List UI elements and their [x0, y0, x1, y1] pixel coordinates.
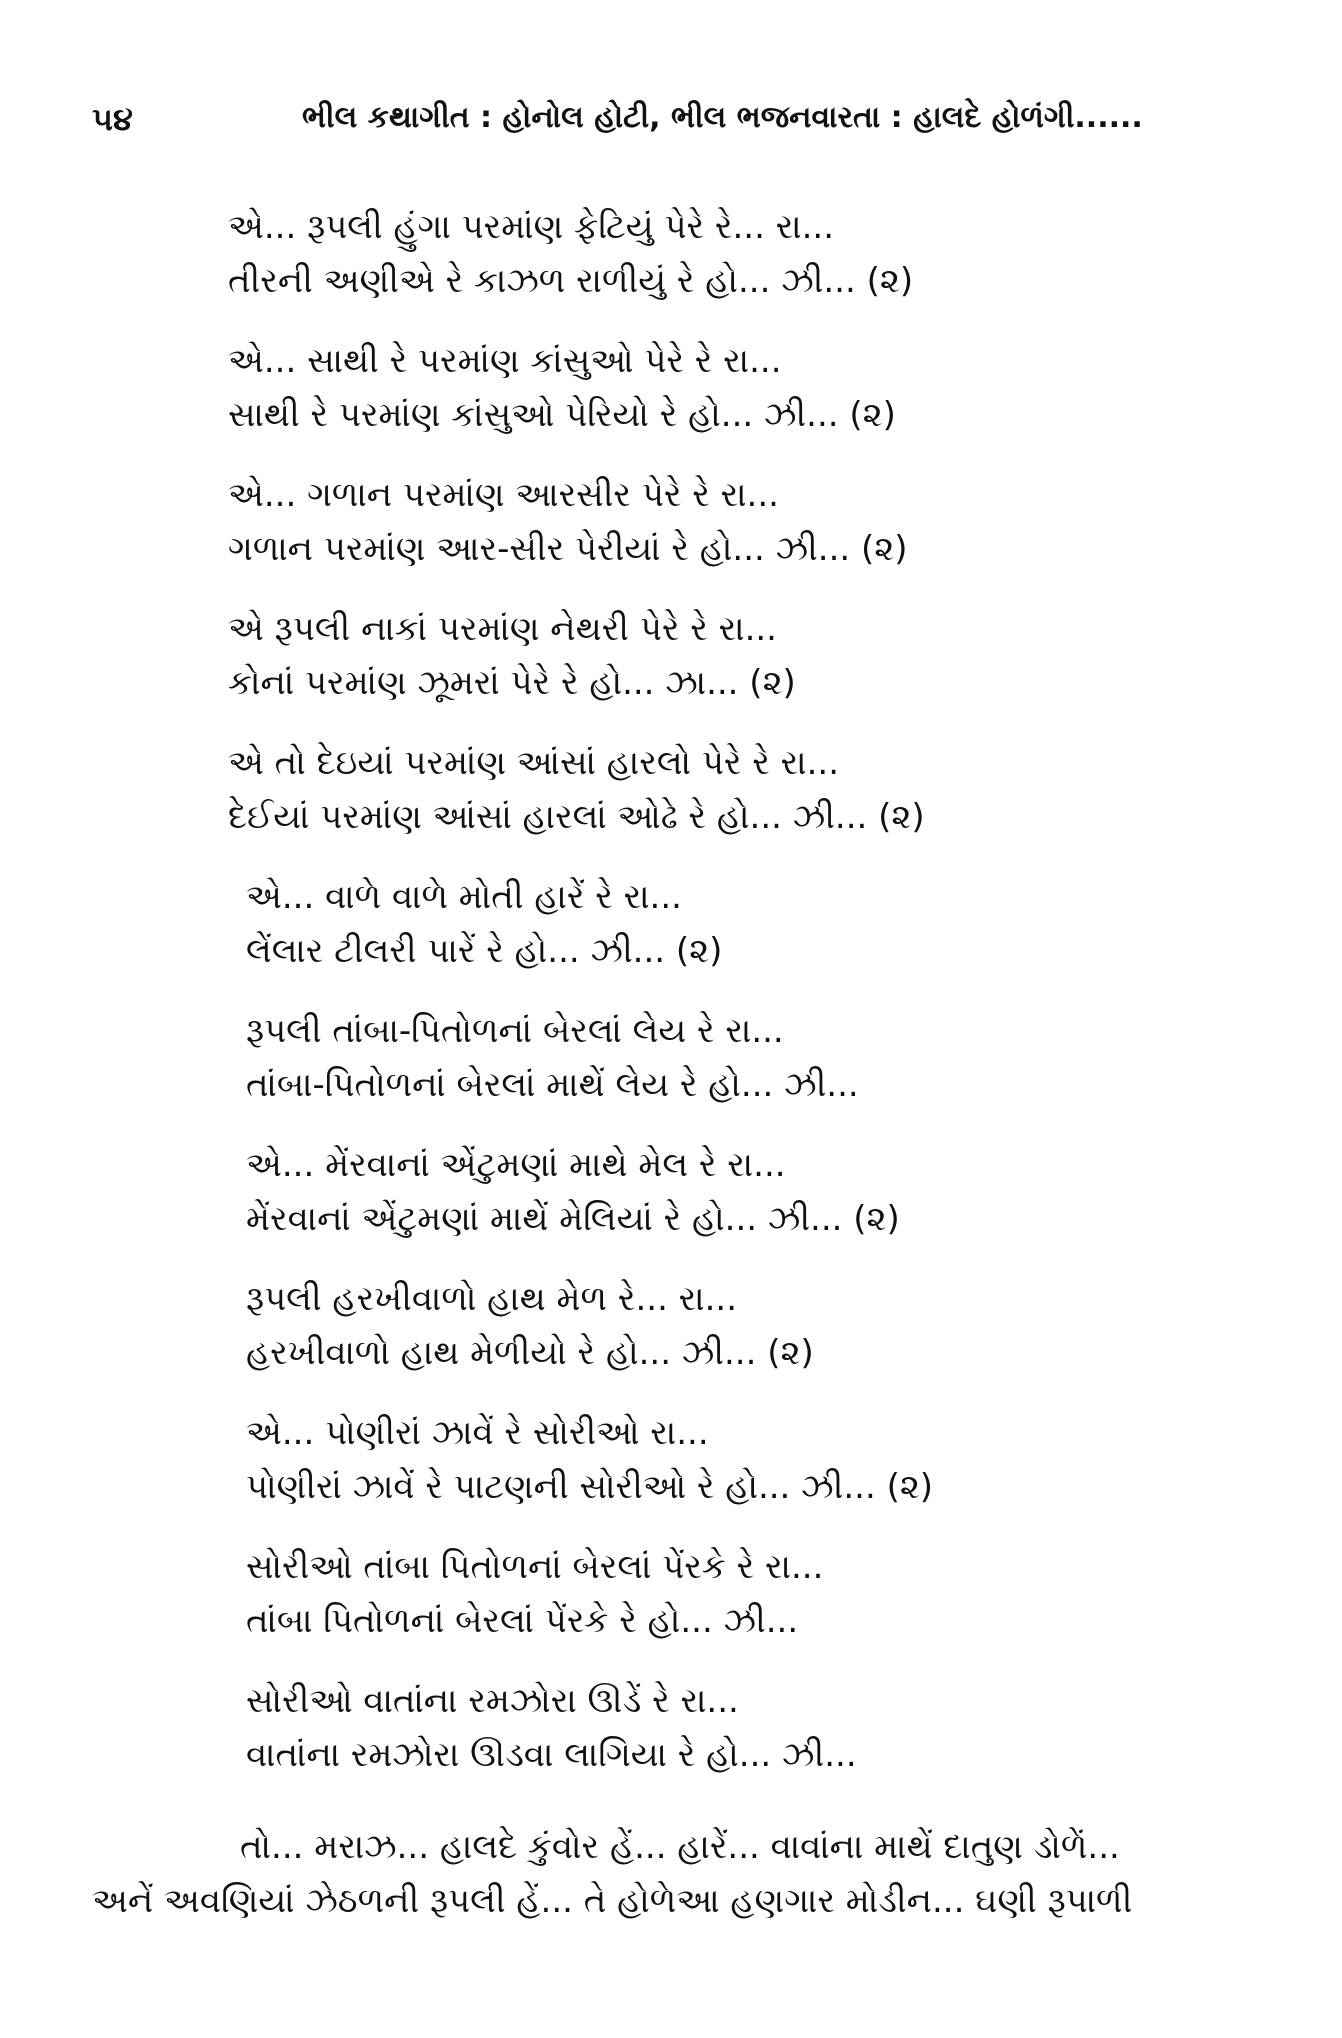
- verse-line: સોરીઓ વાતાંના રમઝોરા ઊડેં રે રા...: [246, 1681, 739, 1721]
- stanza-7: [246, 1004, 1248, 1112]
- prose-line: તો... મરાઝ... હાલદે કુંવોર હેં... હારેં... વાવાંના માથેં દાતુણ ડોળેં...: [240, 1827, 1120, 1867]
- verse-line: રૂપલી હરખીવાળો હાથ મેળ રે... રા...: [246, 1279, 738, 1319]
- verse-line: મેંરવાનાં એંટુમણાં માથેં મેલિયાં રે હો... ઝી... (૨): [246, 1199, 900, 1239]
- verse-line: તાંબા પિતોળનાં બેરલાં પેંરકે રે હો... ઝી...: [246, 1601, 799, 1641]
- verse-line: રૂપલી તાંબા-પિતોળનાં બેરલાં લેય રે રા...: [246, 1011, 784, 1051]
- verse-line: એ... સાથી રે પરમાંણ કાંસુઓ પેરે રે રા...: [228, 341, 782, 381]
- prose-paragraph: [92, 1820, 1272, 1928]
- verse-line: વાતાંના રમઝોરા ઊડવા લાગિયા રે હો... ઝી...: [246, 1735, 857, 1775]
- stanza-11: [246, 1540, 1248, 1648]
- verse-line: એ રૂપલી નાકાં પરમાંણ નેથરી પેરે રે રા...: [228, 609, 777, 649]
- verse-line: એ... વાળે વાળે મોતી હારેં રે રા...: [246, 877, 682, 917]
- verse-line: સોરીઓ તાંબા પિતોળનાં બેરલાં પેંરકે રે રા...: [246, 1547, 824, 1587]
- verse-line: પોણીરાં ઝાવેં રે પાટણની સોરીઓ રે હો... ઝી... (૨): [246, 1467, 934, 1507]
- verse-line: એ... ગળાન પરમાંણ આરસીર પેરે રે રા...: [228, 475, 779, 515]
- verse-line: લેંલાર ટીલરી પારેં રે હો... ઝી... (૨): [246, 931, 723, 971]
- stanza-1: [228, 200, 1248, 308]
- stanza-2: [228, 334, 1248, 442]
- stanza-4: [228, 602, 1248, 710]
- verse-line: તીરની અણીએ રે કાઝળ રાળીયું રે હો... ઝી... (૨): [228, 261, 914, 301]
- stanza-6: [246, 870, 1248, 978]
- page-number: ૫૪: [92, 100, 133, 138]
- verse-line: એ... પોણીરાં ઝાવેં રે સોરીઓ રા...: [246, 1413, 709, 1453]
- prose-line: અનેં અવણિયાં ઝેઠળની રૂપલી હેં... તે હોળેઆ હણગાર મોડીન... ઘણી રૂપાળી: [92, 1881, 1133, 1921]
- stanza-10: [246, 1406, 1248, 1514]
- stanza-9: [246, 1272, 1248, 1380]
- stanza-5: [228, 736, 1248, 844]
- page-header: [92, 100, 1272, 160]
- stanza-3: [228, 468, 1248, 576]
- verse-line: હરખીવાળો હાથ મેળીયો રે હો... ઝી... (૨): [246, 1333, 814, 1373]
- verse-line: એ... મેંરવાનાં એંટુમણાં માથે મેલ રે રા...: [246, 1145, 786, 1185]
- verse-line: એ... રૂપલી હુંગા પરમાંણ ફેટિયું પેરે રે... રા...: [228, 207, 835, 247]
- song-verses: [228, 200, 1248, 1808]
- verse-line: એ તો દેઇયાં પરમાંણ આંસાં હારલો પેરે રે રા...: [228, 743, 839, 783]
- stanza-8: [246, 1138, 1248, 1246]
- stanza-12: [246, 1674, 1248, 1782]
- verse-line: તાંબા-પિતોળનાં બેરલાં માથેં લેય રે હો... ઝી...: [246, 1065, 859, 1105]
- verse-line: દેઈયાં પરમાંણ આંસાં હારલાં ઓઢે રે હો... ઝી... (૨): [228, 797, 925, 837]
- verse-line: સાથી રે પરમાંણ કાંસુઓ પેરિયો રે હો... ઝી... (૨): [228, 395, 896, 435]
- verse-line: કોનાં પરમાંણ ઝૂમરાં પેરે રે હો... ઝા... (૨): [228, 663, 796, 703]
- verse-line: ગળાન પરમાંણ આર-સીર પેરીયાં રે હો... ઝી... (૨): [228, 529, 908, 569]
- running-head: ભીલ કથાગીત : હોનોલ હોટી, ભીલ ભજનવારતા : હાલદે હોળંગી......: [302, 100, 1143, 135]
